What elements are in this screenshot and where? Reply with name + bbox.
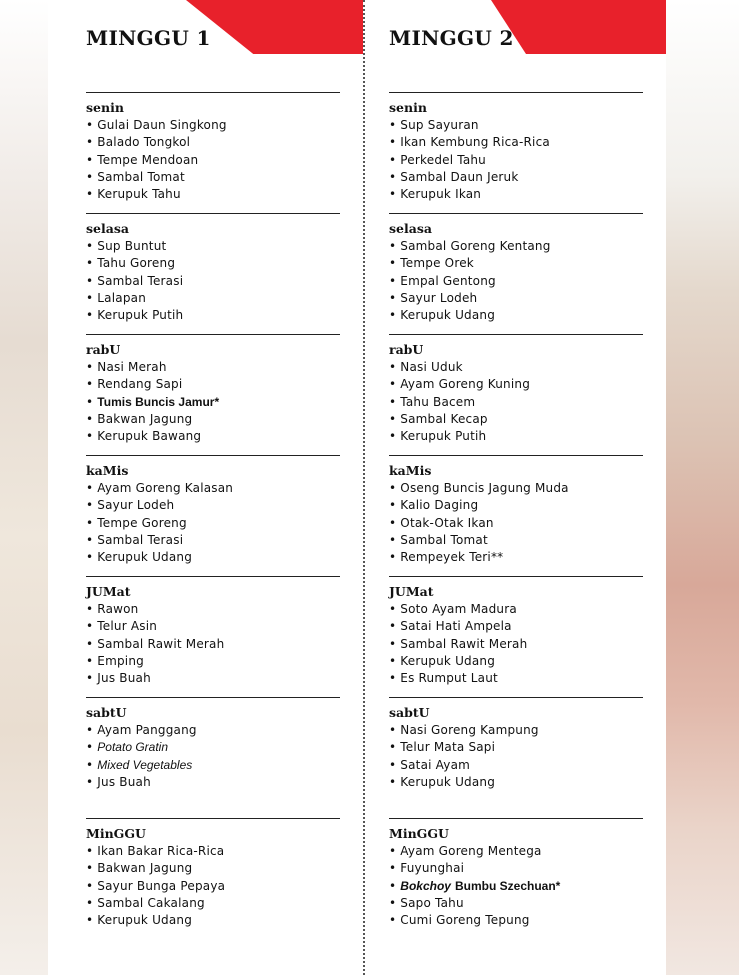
list-item (86, 532, 340, 549)
dish-name: Ayam Goreng Kuning (400, 377, 531, 392)
list-item (86, 307, 340, 324)
list-item (389, 169, 643, 186)
dish-name: Sup Sayuran (400, 118, 479, 132)
list-item (86, 290, 340, 307)
list-item (86, 757, 340, 774)
list-item (86, 774, 340, 791)
dish-name: Sambal Tomat (400, 532, 488, 547)
day-name: rabU (86, 342, 121, 357)
dish-name: Telur Mata Sapi (400, 740, 496, 755)
day-section (389, 334, 643, 453)
list-item (86, 843, 340, 860)
list-item (389, 878, 643, 895)
list-item (86, 376, 340, 393)
day-section (86, 818, 340, 937)
dish-name: Kerupuk Bawang (97, 429, 202, 444)
dish-name: Nasi Goreng Kampung (400, 723, 539, 737)
list-item (86, 878, 340, 895)
dish-name: Kerupuk Udang (400, 774, 496, 789)
dish-name: Kerupuk Udang (400, 308, 496, 323)
dish-name: Rawon (97, 602, 139, 616)
list-item (389, 653, 643, 670)
dish-list (86, 359, 340, 445)
day-section (86, 697, 340, 816)
list-item (389, 411, 643, 428)
day-name: senin (389, 100, 427, 115)
dish-name: Sambal Rawit Merah (400, 636, 528, 651)
list-item (389, 428, 643, 445)
day-section (86, 576, 340, 695)
day-section (86, 334, 340, 453)
dish-name: Bumbu Szechuan* (455, 878, 561, 893)
day-name: rabU (389, 342, 424, 357)
list-item (86, 601, 340, 618)
dish-name: Lalapan (97, 290, 146, 305)
dish-list (389, 359, 643, 445)
list-item (86, 152, 340, 169)
list-item (86, 255, 340, 272)
dish-list (389, 238, 643, 324)
list-item (389, 774, 643, 791)
dish-name: Sup Buntut (97, 239, 167, 253)
list-item (86, 912, 340, 929)
list-item (86, 497, 340, 514)
dish-name: Sambal Goreng Kentang (400, 239, 551, 253)
dish-name: Tahu Bacem (400, 394, 476, 409)
day-name: selasa (86, 221, 129, 236)
list-item (86, 653, 340, 670)
list-item (389, 636, 643, 653)
list-item (389, 238, 643, 255)
dish-name: Sambal Cakalang (97, 895, 205, 910)
dish-name: Tempe Orek (400, 256, 474, 271)
list-item (86, 428, 340, 445)
dish-name: Soto Ayam Madura (400, 602, 517, 616)
dish-name: Telur Asin (97, 619, 158, 634)
dish-list (389, 117, 643, 203)
dish-name: Tumis Buncis Jamur* (97, 394, 220, 409)
list-item (389, 670, 643, 687)
dish-name: Ikan Bakar Rica-Rica (97, 844, 225, 858)
list-item (86, 359, 340, 376)
dish-name: Es Rumput Laut (400, 671, 498, 686)
list-item (86, 394, 340, 411)
day-section (389, 818, 643, 937)
dish-name: Sambal Tomat (97, 169, 185, 184)
list-item (389, 860, 643, 877)
list-item (389, 255, 643, 272)
list-item (389, 912, 643, 929)
list-item (86, 411, 340, 428)
list-item (389, 186, 643, 203)
dish-list (389, 843, 643, 929)
dish-name: Otak-Otak Ikan (400, 515, 494, 530)
dish-name: Emping (97, 653, 144, 668)
dish-name: Satai Ayam (400, 757, 471, 772)
day-name: MinGGU (389, 826, 449, 841)
day-name: sabtU (389, 705, 430, 720)
dish-name: Kerupuk Udang (97, 913, 193, 928)
dish-name: Kerupuk Ikan (400, 187, 482, 202)
dish-name: Bokchoy (400, 878, 451, 893)
list-item (86, 722, 340, 739)
dish-name: Kerupuk Udang (97, 550, 193, 565)
day-section (86, 455, 340, 574)
dish-name: Ayam Panggang (97, 723, 197, 737)
day-section (86, 92, 340, 211)
dish-list (86, 238, 340, 324)
list-item (86, 549, 340, 566)
day-section (389, 213, 643, 332)
dish-name: Sambal Daun Jeruk (400, 169, 519, 184)
day-section (389, 697, 643, 816)
dish-list (86, 722, 340, 791)
day-name: sabtU (86, 705, 127, 720)
week-2-column (389, 92, 643, 939)
list-item (389, 515, 643, 532)
list-item (389, 618, 643, 635)
dish-name: Satai Hati Ampela (400, 619, 512, 634)
list-item (389, 739, 643, 756)
dish-list (86, 601, 340, 687)
day-name: selasa (389, 221, 432, 236)
list-item (389, 532, 643, 549)
dish-name: Mixed Vegetables (97, 757, 193, 772)
dish-name: Kalio Daging (400, 498, 479, 513)
list-item (389, 497, 643, 514)
dish-list (86, 117, 340, 203)
dish-name: Sayur Lodeh (97, 498, 175, 513)
background-photo-left (0, 0, 48, 975)
week-2-title: MINGGU 2 (389, 26, 514, 50)
day-name: kaMis (86, 463, 129, 478)
list-item (86, 134, 340, 151)
dish-list (389, 722, 643, 791)
dish-name: Sambal Terasi (97, 273, 184, 288)
dish-name: Sayur Lodeh (400, 290, 478, 305)
dish-name: Sayur Bunga Pepaya (97, 878, 226, 893)
list-item (389, 480, 643, 497)
list-item (86, 480, 340, 497)
week-1-title: MINGGU 1 (86, 26, 211, 50)
day-section (389, 576, 643, 695)
week-1-column (86, 92, 340, 939)
day-name: kaMis (389, 463, 432, 478)
list-item (86, 169, 340, 186)
dish-name: Sapo Tahu (400, 895, 464, 910)
dish-name: Kerupuk Udang (400, 653, 496, 668)
list-item (389, 307, 643, 324)
dish-name: Potato Gratin (97, 740, 169, 755)
list-item (389, 394, 643, 411)
dish-name: Rendang Sapi (97, 377, 183, 392)
list-item (86, 186, 340, 203)
list-item (86, 636, 340, 653)
dish-name: Kerupuk Tahu (97, 187, 181, 202)
dish-list (86, 843, 340, 929)
dish-name: Balado Tongkol (97, 135, 191, 150)
dish-name: Kerupuk Putih (400, 429, 487, 444)
list-item (86, 618, 340, 635)
dish-name: Nasi Merah (97, 360, 167, 374)
list-item (86, 238, 340, 255)
dish-list (389, 601, 643, 687)
dish-name: Rempeyek Teri** (400, 550, 504, 565)
list-item (389, 376, 643, 393)
list-item (389, 895, 643, 912)
dish-name: Jus Buah (97, 774, 151, 789)
dish-list (86, 480, 340, 566)
list-item (389, 117, 643, 134)
dish-name: Bakwan Jagung (97, 411, 193, 426)
day-section (389, 92, 643, 211)
day-name: MinGGU (86, 826, 146, 841)
list-item (389, 290, 643, 307)
dish-name: Empal Gentong (400, 273, 496, 288)
list-item (86, 895, 340, 912)
dish-name: Sambal Rawit Merah (97, 636, 225, 651)
dish-name: Kerupuk Putih (97, 308, 184, 323)
list-item (86, 739, 340, 756)
dish-name: Tempe Mendoan (97, 152, 199, 167)
list-item (389, 359, 643, 376)
list-item (86, 117, 340, 134)
dish-name: Jus Buah (97, 671, 151, 686)
dish-name: Bakwan Jagung (97, 861, 193, 876)
dish-list (389, 480, 643, 566)
day-name: senin (86, 100, 124, 115)
list-item (389, 757, 643, 774)
column-divider (363, 0, 365, 975)
list-item (389, 152, 643, 169)
list-item (389, 273, 643, 290)
list-item (389, 601, 643, 618)
dish-name: Tahu Goreng (97, 256, 176, 271)
list-item (86, 670, 340, 687)
dish-name: Fuyunghai (400, 861, 465, 876)
dish-name: Ayam Goreng Kalasan (97, 481, 234, 495)
list-item (389, 134, 643, 151)
list-item (389, 549, 643, 566)
dish-name: Cumi Goreng Tepung (400, 913, 530, 928)
dish-name: Oseng Buncis Jagung Muda (400, 481, 569, 495)
list-item (86, 860, 340, 877)
dish-name: Gulai Daun Singkong (97, 118, 227, 132)
day-name: JUMat (86, 584, 131, 599)
dish-name: Sambal Terasi (97, 532, 184, 547)
dish-name: Sambal Kecap (400, 411, 488, 426)
day-section (389, 455, 643, 574)
dish-name: Tempe Goreng (97, 515, 187, 530)
day-section (86, 213, 340, 332)
list-item (389, 722, 643, 739)
dish-name: Ikan Kembung Rica-Rica (400, 135, 550, 150)
list-item (86, 515, 340, 532)
day-name: JUMat (389, 584, 434, 599)
list-item (389, 843, 643, 860)
list-item (86, 273, 340, 290)
dish-name: Nasi Uduk (400, 360, 463, 374)
background-photo-right (666, 0, 739, 975)
dish-name: Ayam Goreng Mentega (400, 844, 542, 858)
dish-name: Perkedel Tahu (400, 152, 486, 167)
